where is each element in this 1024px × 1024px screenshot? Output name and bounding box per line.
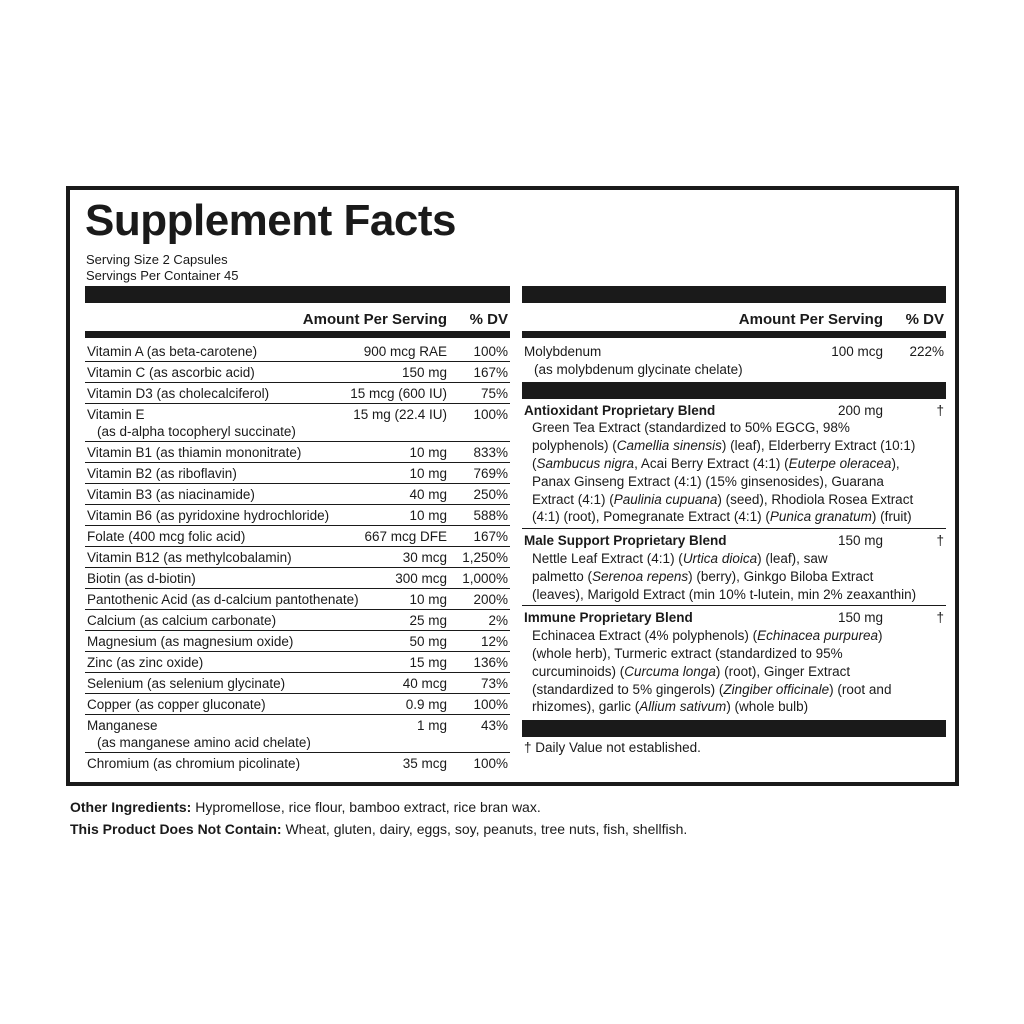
blend-ingredient-line [524,627,946,645]
nutrient-source: (as d-alpha tocopheryl succinate) [97,424,296,439]
blend-ingredient-line [524,698,946,716]
nutrient-name: Vitamin A (as beta-carotene) [87,344,258,359]
nutrient-row [85,526,510,547]
nutrient-name: Magnesium (as magnesium oxide) [87,634,294,649]
nutrient-amount: 50 mg [409,634,447,649]
thick-divider [85,286,510,303]
blend-row [522,529,946,606]
blend-ingredient-line [524,645,946,663]
ingredient-text: rhizomes), garlic ( [532,699,640,715]
nutrient-dv: 250% [473,487,508,502]
allergen-statement [70,821,687,837]
nutrient-dv: 73% [480,676,508,691]
nutrient-dv: 833% [473,445,508,460]
nutrient-name: Vitamin B3 (as niacinamide) [87,487,255,502]
ingredient-text: ) (root), Ginger Extract [715,663,851,679]
nutrient-source: (as molybdenum glycinate chelate) [534,361,743,377]
nutrient-name: Vitamin B1 (as thiamin mononitrate) [87,445,302,460]
botanical-name: Paulinia cupuana [613,491,718,507]
dv-header: % DV [905,311,944,328]
nutrient-row [85,484,510,505]
ingredient-text: Panax Ginseng Extract (4:1) (15% ginsenosides), Guarana [532,473,884,489]
nutrient-amount: 40 mcg [402,676,447,691]
blend-ingredient-line [524,568,946,586]
other-ingredients-label: Other Ingredients: [70,799,192,815]
ingredient-text: ) (whole bulb) [726,699,809,715]
blend-dv: † [936,402,944,418]
nutrient-dv: 167% [473,529,508,544]
ingredient-text: Green Tea Extract (standardized to 50% EGCG, 98% [532,420,850,436]
left-column [85,286,510,773]
nutrient-name: Pantothenic Acid (as d-calcium pantothenate) [87,592,359,607]
blend-dv: † [936,533,944,549]
nutrient-dv: 100% [473,697,508,712]
nutrient-name: Folate (400 mcg folic acid) [87,529,246,544]
nutrient-row [85,362,510,383]
nutrient-dv: 100% [473,407,508,422]
nutrient-name: Biotin (as d-biotin) [87,571,196,586]
amount-header: Amount Per Serving [302,311,447,328]
botanical-name: Camellia sinensis [616,438,722,454]
nutrient-row [85,547,510,568]
ingredient-text: ) (seed), Rhodiola Rosea Extract [717,491,914,507]
nutrient-amount: 0.9 mg [405,697,447,712]
botanical-name: Sambucus nigra [536,455,635,471]
nutrient-name: Vitamin E [87,407,145,422]
nutrient-row [85,404,510,442]
nutrient-dv: 75% [480,386,508,401]
thick-divider [522,720,946,737]
nutrient-row [85,383,510,404]
supplement-facts-panel [66,186,959,786]
nutrient-name: Molybdenum [524,344,602,359]
botanical-name: Echinacea purpurea [757,628,878,644]
nutrient-row [85,610,510,631]
nutrient-row [85,715,510,753]
nutrient-dv: 136% [473,655,508,670]
allergen-label: This Product Does Not Contain: [70,821,282,837]
nutrient-dv: 588% [473,508,508,523]
blend-row [522,399,946,530]
nutrient-amount: 10 mg [409,466,447,481]
nutrient-amount: 35 mcg [402,756,447,771]
nutrient-amount: 15 mcg (600 IU) [350,386,447,401]
nutrient-row [85,753,510,773]
nutrient-row [85,652,510,673]
blend-ingredient-line [524,491,946,509]
nutrient-name: Zinc (as zinc oxide) [87,655,204,670]
blend-ingredient-line [524,473,946,491]
nutrient-name: Chromium (as chromium picolinate) [87,756,301,771]
blend-amount: 200 mg [837,402,883,418]
nutrient-name: Vitamin B12 (as methylcobalamin) [87,550,292,565]
blend-name: Antioxidant Proprietary Blend [524,402,716,418]
ingredient-text: Echinacea Extract (4% polyphenols) ( [532,628,758,644]
medium-divider [522,331,946,338]
ingredient-text: polyphenols) ( [532,438,617,454]
blend-list [522,399,946,719]
blend-ingredient-line [524,508,946,526]
nutrient-dv: 1,000% [462,571,508,586]
nutrient-name: Vitamin B6 (as pyridoxine hydrochloride) [87,508,330,523]
serving-size: Serving Size 2 Capsules [86,252,228,267]
allergen-text: Wheat, gluten, dairy, eggs, soy, peanuts, tree nuts, fish, shellfish. [281,821,688,837]
thick-divider [522,382,946,399]
ingredient-text: ) (fruit) [871,509,912,525]
blend-row [522,606,946,718]
nutrient-dv: 100% [473,756,508,771]
nutrient-amount: 25 mg [409,613,447,628]
blend-ingredient-line [524,437,946,455]
botanical-name: Punica granatum [769,509,872,525]
botanical-name: Serenoa repens [592,568,689,584]
other-ingredients-text: Hypromellose, rice flour, bamboo extract, rice bran wax. [191,799,541,815]
blend-ingredient-line [524,681,946,699]
nutrient-name: Selenium (as selenium glycinate) [87,676,286,691]
nutrient-dv: 222% [909,344,944,359]
ingredient-text: (whole herb), Turmeric extract (standardized to 95% [532,645,843,661]
nutrient-name: Vitamin B2 (as riboflavin) [87,466,237,481]
nutrient-row [85,673,510,694]
nutrient-row [85,442,510,463]
nutrient-source: (as manganese amino acid chelate) [97,735,311,750]
nutrient-row [85,694,510,715]
nutrient-row [522,340,946,381]
nutrient-amount: 15 mg [409,655,447,670]
nutrient-dv: 200% [473,592,508,607]
nutrient-name: Vitamin D3 (as cholecalciferol) [87,386,270,401]
nutrient-row [85,589,510,610]
ingredient-text: ) [877,628,883,644]
ingredient-text: ) (root and [829,681,892,697]
nutrient-amount: 300 mcg [395,571,447,586]
nutrient-amount: 15 mg (22.4 IU) [353,407,447,422]
ingredient-text: palmetto ( [532,568,593,584]
nutrient-row [85,568,510,589]
nutrient-row [85,505,510,526]
ingredient-text: ( [532,455,537,471]
nutrient-row [85,341,510,362]
nutrient-name: Vitamin C (as ascorbic acid) [87,365,255,380]
nutrient-amount: 100 mcg [831,344,883,359]
ingredient-text: Nettle Leaf Extract (4:1) ( [532,550,683,566]
servings-per-container: Servings Per Container 45 [86,268,239,283]
ingredient-text: (standardized to 5% gingerols) ( [532,681,724,697]
nutrient-name: Copper (as copper gluconate) [87,697,266,712]
blend-name: Immune Proprietary Blend [524,610,693,626]
blend-ingredient-line [524,550,946,568]
dv-header: % DV [469,311,508,328]
panel-title: Supplement Facts [85,196,456,245]
other-ingredients [70,799,541,815]
blend-amount: 150 mg [837,610,883,626]
nutrient-name: Manganese [87,718,158,733]
nutrient-dv: 1,250% [462,550,508,565]
ingredient-text: (leaves), Marigold Extract (min 10% t-lutein, min 2% zeaxanthin) [532,586,917,602]
ingredient-text: Extract (4:1) ( [532,491,614,507]
ingredient-text: (4:1) (root), Pomegranate Extract (4:1) ( [532,509,770,525]
blend-ingredient-line [524,663,946,681]
ingredient-text: , Acai Berry Extract (4:1) ( [634,455,789,471]
blend-ingredient-line [524,586,946,604]
nutrient-dv: 12% [480,634,508,649]
nutrient-dv: 167% [473,365,508,380]
blend-ingredient-line [524,455,946,473]
nutrient-amount: 40 mg [409,487,447,502]
nutrient-dv: 43% [480,718,508,733]
column-header [522,303,946,331]
nutrient-amount: 10 mg [409,592,447,607]
right-column [522,286,946,755]
nutrient-amount: 10 mg [409,445,447,460]
botanical-name: Urtica dioica [682,550,758,566]
botanical-name: Zingiber officinale [723,681,830,697]
nutrient-amount: 10 mg [409,508,447,523]
nutrient-amount: 150 mg [401,365,447,380]
nutrient-row [85,631,510,652]
nutrient-dv: 100% [473,344,508,359]
botanical-name: Allium sativum [639,699,727,715]
nutrient-amount: 1 mg [416,718,447,733]
botanical-name: Curcuma longa [624,663,716,679]
botanical-name: Euterpe oleracea [788,455,892,471]
nutrient-dv: 2% [488,613,508,628]
blend-name: Male Support Proprietary Blend [524,533,727,549]
ingredient-text: ) (berry), Ginkgo Biloba Extract [688,568,874,584]
ingredient-text: ), [891,455,900,471]
column-header [85,303,510,331]
ingredient-text: ) (leaf), Elderberry Extract (10:1) [721,438,916,454]
nutrient-amount: 667 mcg DFE [364,529,447,544]
footnote: † Daily Value not established. [524,740,701,756]
nutrient-row [85,463,510,484]
nutrient-name: Calcium (as calcium carbonate) [87,613,277,628]
blend-amount: 150 mg [837,533,883,549]
blend-dv: † [936,610,944,626]
blend-ingredient-line [524,419,946,437]
ingredient-text: curcuminoids) ( [532,663,625,679]
nutrient-list [85,341,510,773]
nutrient-dv: 769% [473,466,508,481]
medium-divider [85,331,510,338]
nutrient-amount: 30 mcg [402,550,447,565]
ingredient-text: ) (leaf), saw [757,550,828,566]
amount-header: Amount Per Serving [738,311,883,328]
nutrient-amount: 900 mcg RAE [363,344,447,359]
thick-divider [522,286,946,303]
